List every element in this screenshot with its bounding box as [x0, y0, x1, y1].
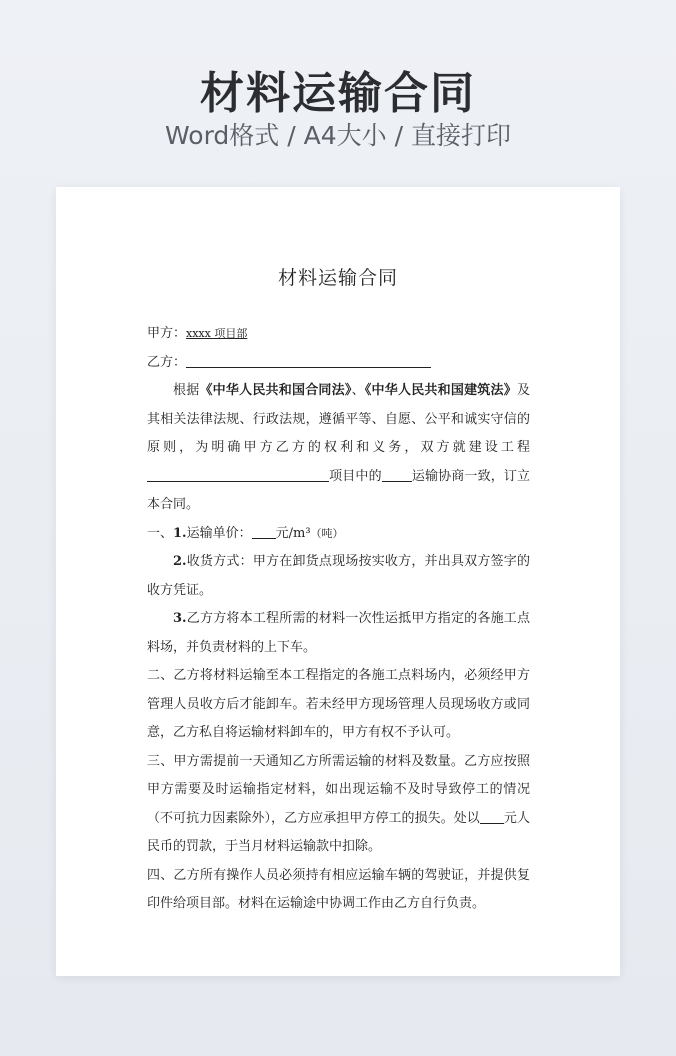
- document-title: 材料运输合同: [277, 267, 398, 289]
- intro-text-2: 及其相关法律法规、行政法规，遵循平等、自愿、公平和诚实守信的原则，为明确甲方乙方的权利和义务，双方就建设工程: [147, 383, 530, 455]
- intro-text-4: 运输协商一致，订立本合同。: [147, 468, 530, 512]
- intro-paragraph: [147, 377, 530, 520]
- banner-subtitle: Word格式 / A4大小 / 直接打印: [165, 121, 511, 150]
- party-b-blank: [186, 353, 431, 368]
- unit-price-blank: [252, 524, 276, 539]
- section-4: 四、乙方所有操作人员必须持有相应运输车辆的驾驶证，并提供复印件给项目部。材料在运输途中协调工作由乙方自行负责。: [147, 867, 530, 911]
- party-a-value: xxxx 项目部: [186, 327, 248, 340]
- banner-title: 材料运输合同: [200, 68, 476, 119]
- item-1-text: 运输单价：: [186, 525, 252, 541]
- section-2: 二、乙方将材料运输至本工程指定的各施工点料场内，必须经甲方管理人员收方后才能卸车。若未经甲方现场管理人员现场收方或同意，乙方私自将运输材料卸车的，甲方有权不予认可。: [147, 668, 530, 740]
- project-name-blank-2: [259, 467, 329, 482]
- party-a-label: 甲方：: [147, 326, 187, 341]
- item-1-number: 1.: [173, 525, 187, 541]
- party-b-label: 乙方：: [147, 354, 187, 370]
- item-3-number: 3.: [173, 611, 187, 626]
- document-body: [147, 320, 530, 919]
- intro-text-3: 项目中的: [329, 468, 382, 484]
- material-blank: [382, 467, 412, 482]
- penalty-blank: [480, 809, 504, 824]
- unit-price-paren: （吨）: [310, 526, 344, 540]
- item-2-text: 收货方式：甲方在卸货点现场按实收方，并出具双方签字的收方凭证。: [147, 554, 530, 598]
- document-page: [56, 187, 620, 976]
- section-3: [147, 748, 530, 862]
- unit-price-unit: 元/m³: [275, 525, 311, 541]
- project-name-blank: [147, 467, 259, 482]
- law-contract: 《中华人民共和国合同法》: [199, 383, 352, 398]
- item-2-number: 2.: [173, 554, 187, 569]
- section-1-item-1: [147, 520, 530, 549]
- section-1-item-2: [147, 548, 530, 605]
- intro-sep: 、: [351, 383, 365, 398]
- section-3-text-a: 三、甲方需提前一天通知乙方所需运输的材料及数量。乙方应按照甲方需要及时运输指定材料，如出现运输不及时导致停工的情况（不可抗力因素除外），乙方应承担甲方停工的损失。处以: [147, 753, 530, 826]
- section-3-text-b: 元人民币的罚款，于当月材料运输款中扣除。: [147, 810, 530, 854]
- party-a-line: [147, 320, 530, 349]
- item-3-text: 乙方方将本工程所需的材料一次性运抵甲方指定的各施工点料场，并负责材料的上下车。: [147, 611, 530, 655]
- intro-text-1: 根据: [173, 383, 200, 398]
- law-construction: 《中华人民共和国建筑法》: [364, 383, 517, 398]
- section-1-item-3: [147, 605, 530, 662]
- section-1-prefix: 一、: [147, 525, 174, 541]
- party-b-line: [147, 349, 530, 378]
